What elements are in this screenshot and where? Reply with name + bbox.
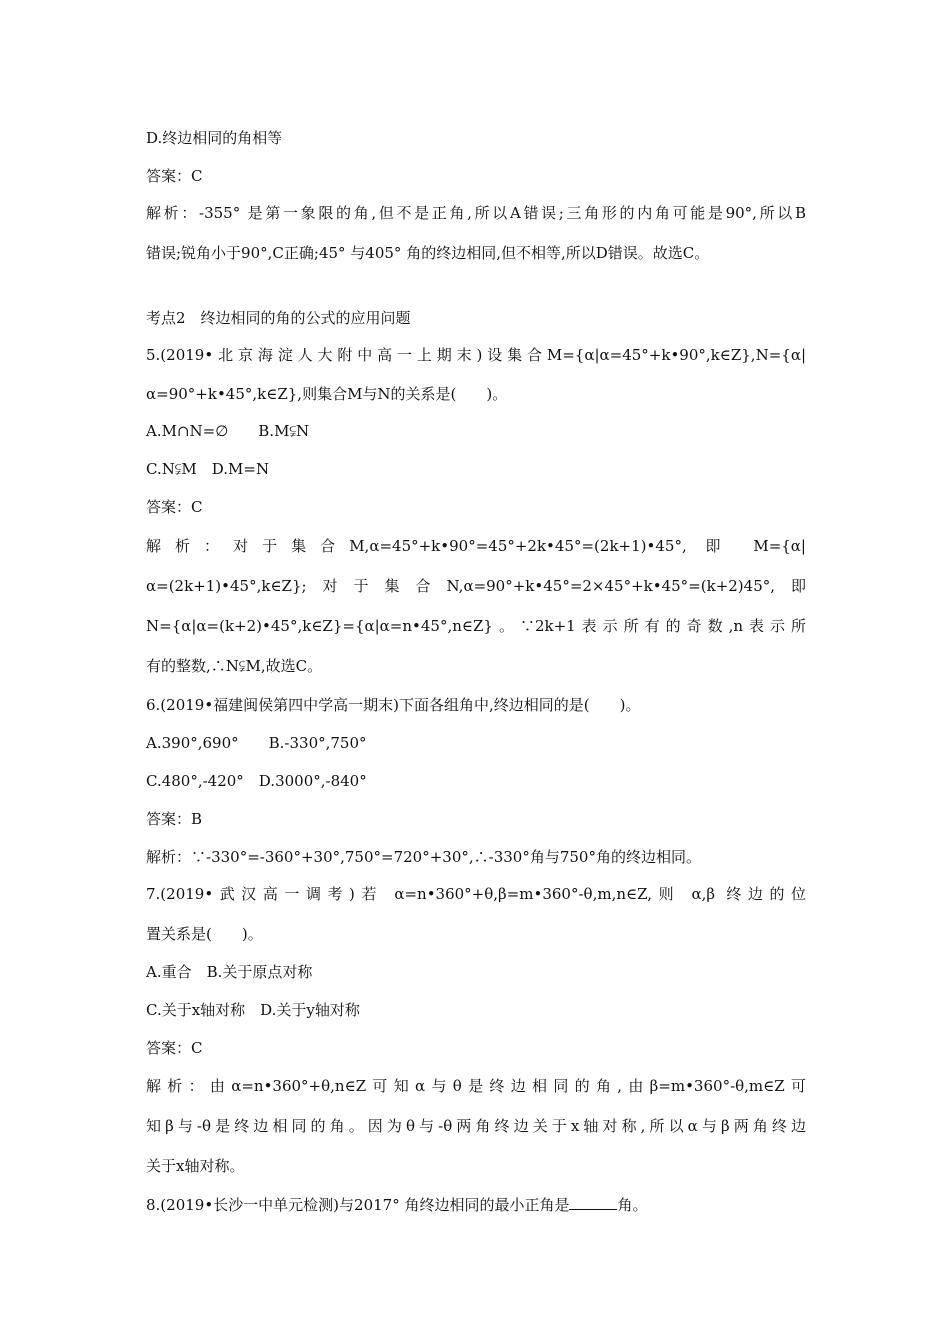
question-7-options: A.重合 B.关于原点对称	[146, 963, 313, 981]
question-7-options: C.关于x轴对称 D.关于y轴对称	[146, 1001, 360, 1019]
question-5-line: α=90°+k•45°,k∈Z},则集合M与N的关系是( )。	[146, 385, 508, 403]
question-5-options: C.N⫋M D.M=N	[146, 460, 270, 478]
question-7-line: 置关系是( )。	[146, 925, 263, 943]
explanation-line: 知β与-θ是终边相同的角。因为θ与-θ两角终边关于x轴对称,所以α与β两角终边	[146, 1117, 806, 1135]
explanation-line: 解析：由α=n•360°+θ,n∈Z可知α与θ是终边相同的角,由β=m•360°-θ,m∈Z可	[146, 1077, 806, 1095]
question-8-suffix: 角。	[617, 1196, 648, 1214]
question-6-options: C.480°,-420° D.3000°,-840°	[146, 772, 367, 790]
section-heading: 考点2 终边相同的角的公式的应用问题	[146, 309, 411, 327]
question-5-options: A.M∩N=∅ B.M⫋N	[146, 422, 310, 440]
explanation-line: 解析：对于集合M,α=45°+k•90°=45°+2k•45°=(2k+1)•45°, 即 M={α|	[146, 537, 806, 555]
question-7-line: 7.(2019•武汉高一调考)若 α=n•360°+θ,β=m•360°-θ,m,n∈Z,则 α,β 终边的位	[146, 885, 806, 903]
question-6-options: A.390°,690° B.-330°,750°	[146, 734, 367, 752]
option-d-line: D.终边相同的角相等	[146, 129, 283, 147]
question-8-text: 8.(2019•长沙一中单元检测)与2017° 角终边相同的最小正角是	[146, 1196, 570, 1214]
explanation-line: N={α|α=(k+2)•45°,k∈Z}={α|α=n•45°,n∈Z}。∵2k+1表示所有的奇数,n表示所	[146, 617, 806, 635]
answer-line: 答案：C	[146, 1039, 203, 1057]
question-5-line: 5.(2019•北京海淀人大附中高一上期末)设集合M={α|α=45°+k•90°,k∈Z},N={α|	[146, 346, 806, 364]
explanation-line: α=(2k+1)•45°,k∈Z};对于集合N,α=90°+k•45°=2×45°+k•45°=(k+2)45°,即	[146, 577, 806, 595]
explanation-line: 错误;锐角小于90°,C正确;45° 与405° 角的终边相同,但不相等,所以D错误。故选C。	[146, 244, 710, 262]
answer-line: 答案：C	[146, 167, 203, 185]
explanation-line: 解析：-355° 是第一象限的角,但不是正角,所以A错误;三角形的内角可能是90°,所以B	[146, 204, 806, 222]
answer-blank	[569, 1195, 617, 1210]
explanation-line: 有的整数,∴N⫋M,故选C。	[146, 657, 323, 675]
question-8-line	[146, 1195, 648, 1215]
answer-line: 答案：C	[146, 498, 203, 516]
explanation-line: 关于x轴对称。	[146, 1157, 245, 1175]
question-6-line: 6.(2019•福建闽侯第四中学高一期末)下面各组角中,终边相同的是( )。	[146, 696, 641, 714]
answer-line: 答案：B	[146, 810, 203, 828]
explanation-line: 解析：∵-330°=-360°+30°,750°=720°+30°,∴-330°角与750°角的终边相同。	[146, 848, 701, 866]
